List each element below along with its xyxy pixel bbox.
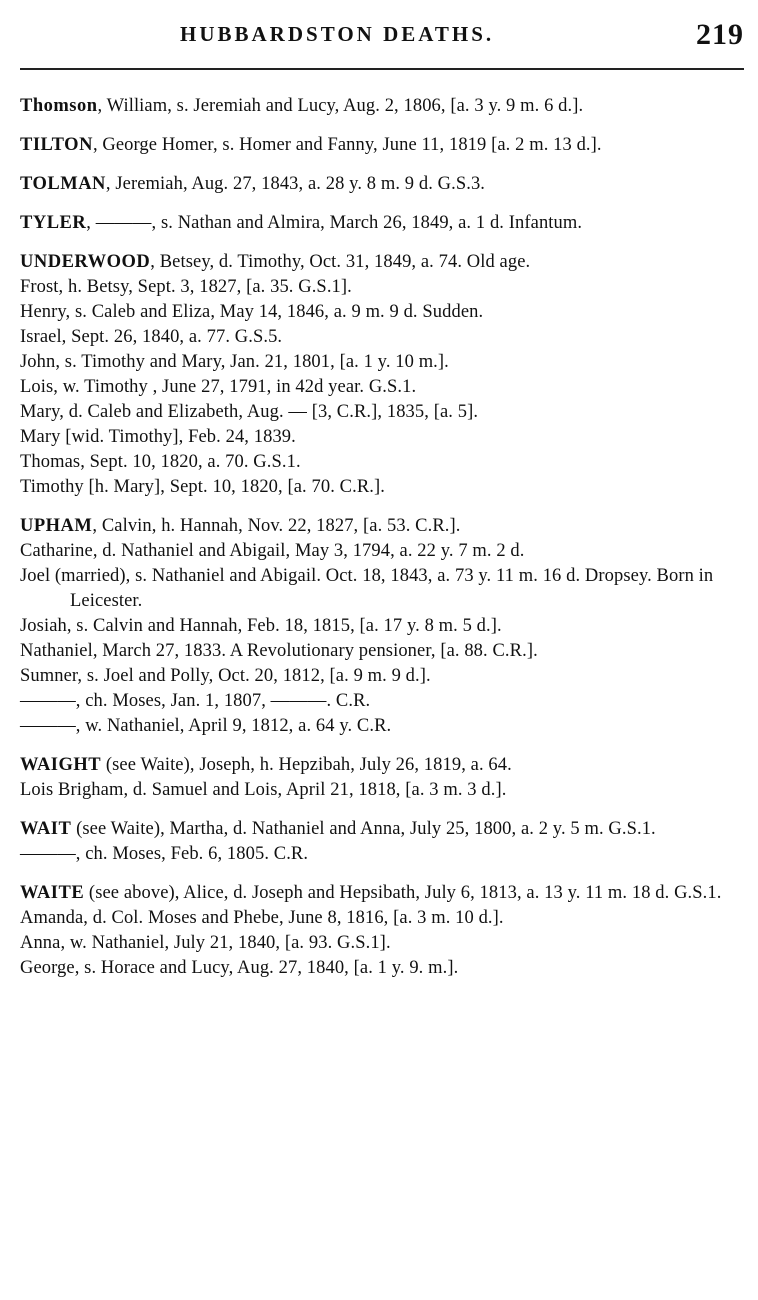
surname-group bbox=[20, 211, 746, 236]
entry-text: (see Waite), Martha, d. Nathaniel and Anna, July 25, 1800, a. 2 y. 5 m. G.S.1. bbox=[71, 819, 656, 839]
entry-text: Mary, d. Caleb and Elizabeth, Aug. — [3, C.R.], 1835, [a. 5]. bbox=[20, 402, 479, 422]
death-entry bbox=[20, 133, 746, 158]
entry-text: (see above), Alice, d. Joseph and Hepsibath, July 6, 1813, a. 13 y. 11 m. 18 d. G.S.1. bbox=[84, 883, 722, 903]
entry-text: Mary [wid. Timothy], Feb. 24, 1839. bbox=[20, 427, 296, 447]
death-entry bbox=[20, 842, 746, 867]
death-entry bbox=[20, 275, 746, 300]
death-entry bbox=[20, 664, 746, 689]
death-entry bbox=[20, 425, 746, 450]
entry-text: ———, w. Nathaniel, April 9, 1812, a. 64 y. C.R. bbox=[20, 716, 392, 736]
entry-text: , William, s. Jeremiah and Lucy, Aug. 2, 1806, [a. 3 y. 9 m. 6 d.]. bbox=[97, 96, 584, 116]
death-entry bbox=[20, 906, 746, 931]
entry-text: Frost, h. Betsy, Sept. 3, 1827, [a. 35. G.S.1]. bbox=[20, 277, 352, 297]
surname-group bbox=[20, 133, 746, 158]
entry-text: , Calvin, h. Hannah, Nov. 22, 1827, [a. 53. C.R.]. bbox=[92, 516, 461, 536]
entry-text: ———, ch. Moses, Jan. 1, 1807, ———. C.R. bbox=[20, 691, 371, 711]
entry-text: Lois, w. Timothy , June 27, 1791, in 42d year. G.S.1. bbox=[20, 377, 417, 397]
death-entry bbox=[20, 639, 746, 664]
death-entry bbox=[20, 211, 746, 236]
entry-text: Israel, Sept. 26, 1840, a. 77. G.S.5. bbox=[20, 327, 283, 347]
surname-group bbox=[20, 94, 746, 119]
surname: UPHAM bbox=[20, 516, 93, 536]
death-entry bbox=[20, 539, 746, 564]
page-number: 219 bbox=[696, 18, 744, 51]
death-entry bbox=[20, 475, 746, 500]
death-entry bbox=[20, 956, 746, 981]
entry-text: Anna, w. Nathaniel, July 21, 1840, [a. 93. G.S.1]. bbox=[20, 933, 391, 953]
death-entry bbox=[20, 450, 746, 475]
surname-group bbox=[20, 753, 746, 803]
entry-text: ———, ch. Moses, Feb. 6, 1805. C.R. bbox=[20, 844, 309, 864]
death-entry bbox=[20, 564, 746, 614]
surname: UNDERWOOD bbox=[20, 252, 151, 272]
document-page bbox=[20, 14, 746, 978]
entry-text: Joel (married), s. Nathaniel and Abigail. Oct. 18, 1843, a. 73 y. 11 m. 16 d. Dropsey. Born in Leicester. bbox=[20, 566, 714, 611]
death-entry bbox=[20, 300, 746, 325]
surname: TOLMAN bbox=[20, 174, 106, 194]
entry-text: Nathaniel, March 27, 1833. A Revolutionary pensioner, [a. 88. C.R.]. bbox=[20, 641, 538, 661]
surname-group bbox=[20, 514, 746, 739]
entry-text: George, s. Horace and Lucy, Aug. 27, 1840, [a. 1 y. 9. m.]. bbox=[20, 958, 459, 978]
entry-text: , ———, s. Nathan and Almira, March 26, 1849, a. 1 d. Infantum. bbox=[86, 213, 583, 233]
surname-group bbox=[20, 172, 746, 197]
death-entry bbox=[20, 931, 746, 956]
death-entry bbox=[20, 250, 746, 275]
death-entry bbox=[20, 350, 746, 375]
entry-text: Amanda, d. Col. Moses and Phebe, June 8, 1816, [a. 3 m. 10 d.]. bbox=[20, 908, 504, 928]
death-entry bbox=[20, 817, 746, 842]
entry-text: Sumner, s. Joel and Polly, Oct. 20, 1812, [a. 9 m. 9 d.]. bbox=[20, 666, 431, 686]
death-entry bbox=[20, 325, 746, 350]
surname: WAITE bbox=[20, 883, 85, 903]
page-title: HUBBARDSTON DEATHS. bbox=[180, 22, 495, 46]
surname-group bbox=[20, 250, 746, 500]
death-entry bbox=[20, 514, 746, 539]
entry-text: Josiah, s. Calvin and Hannah, Feb. 18, 1815, [a. 17 y. 8 m. 5 d.]. bbox=[20, 616, 502, 636]
death-entry bbox=[20, 614, 746, 639]
death-entry bbox=[20, 172, 746, 197]
header-rule bbox=[20, 68, 744, 70]
surname: Thomson bbox=[20, 96, 98, 116]
surname: TYLER bbox=[20, 213, 87, 233]
entry-text: Timothy [h. Mary], Sept. 10, 1820, [a. 70. C.R.]. bbox=[20, 477, 385, 497]
surname-group bbox=[20, 881, 746, 981]
surname: TILTON bbox=[20, 135, 93, 155]
entry-text: , George Homer, s. Homer and Fanny, June 11, 1819 [a. 2 m. 13 d.]. bbox=[92, 135, 602, 155]
entries-list bbox=[20, 94, 746, 995]
surname-group bbox=[20, 817, 746, 867]
death-entry bbox=[20, 881, 746, 906]
entry-text: , Jeremiah, Aug. 27, 1843, a. 28 y. 8 m. 9 d. G.S.3. bbox=[105, 174, 486, 194]
death-entry bbox=[20, 400, 746, 425]
entry-text: , Betsey, d. Timothy, Oct. 31, 1849, a. 74. Old age. bbox=[150, 252, 531, 272]
page-header bbox=[20, 14, 746, 58]
entry-text: Catharine, d. Nathaniel and Abigail, May 3, 1794, a. 22 y. 7 m. 2 d. bbox=[20, 541, 525, 561]
surname: WAIGHT bbox=[20, 755, 102, 775]
death-entry bbox=[20, 689, 746, 714]
surname: WAIT bbox=[20, 819, 72, 839]
entry-text: Henry, s. Caleb and Eliza, May 14, 1846, a. 9 m. 9 d. Sudden. bbox=[20, 302, 484, 322]
death-entry bbox=[20, 375, 746, 400]
entry-text: Lois Brigham, d. Samuel and Lois, April 21, 1818, [a. 3 m. 3 d.]. bbox=[20, 780, 507, 800]
death-entry bbox=[20, 778, 746, 803]
death-entry bbox=[20, 714, 746, 739]
entry-text: Thomas, Sept. 10, 1820, a. 70. G.S.1. bbox=[20, 452, 301, 472]
death-entry bbox=[20, 94, 746, 119]
entry-text: John, s. Timothy and Mary, Jan. 21, 1801, [a. 1 y. 10 m.]. bbox=[20, 352, 449, 372]
death-entry bbox=[20, 753, 746, 778]
entry-text: (see Waite), Joseph, h. Hepzibah, July 26, 1819, a. 64. bbox=[101, 755, 512, 775]
